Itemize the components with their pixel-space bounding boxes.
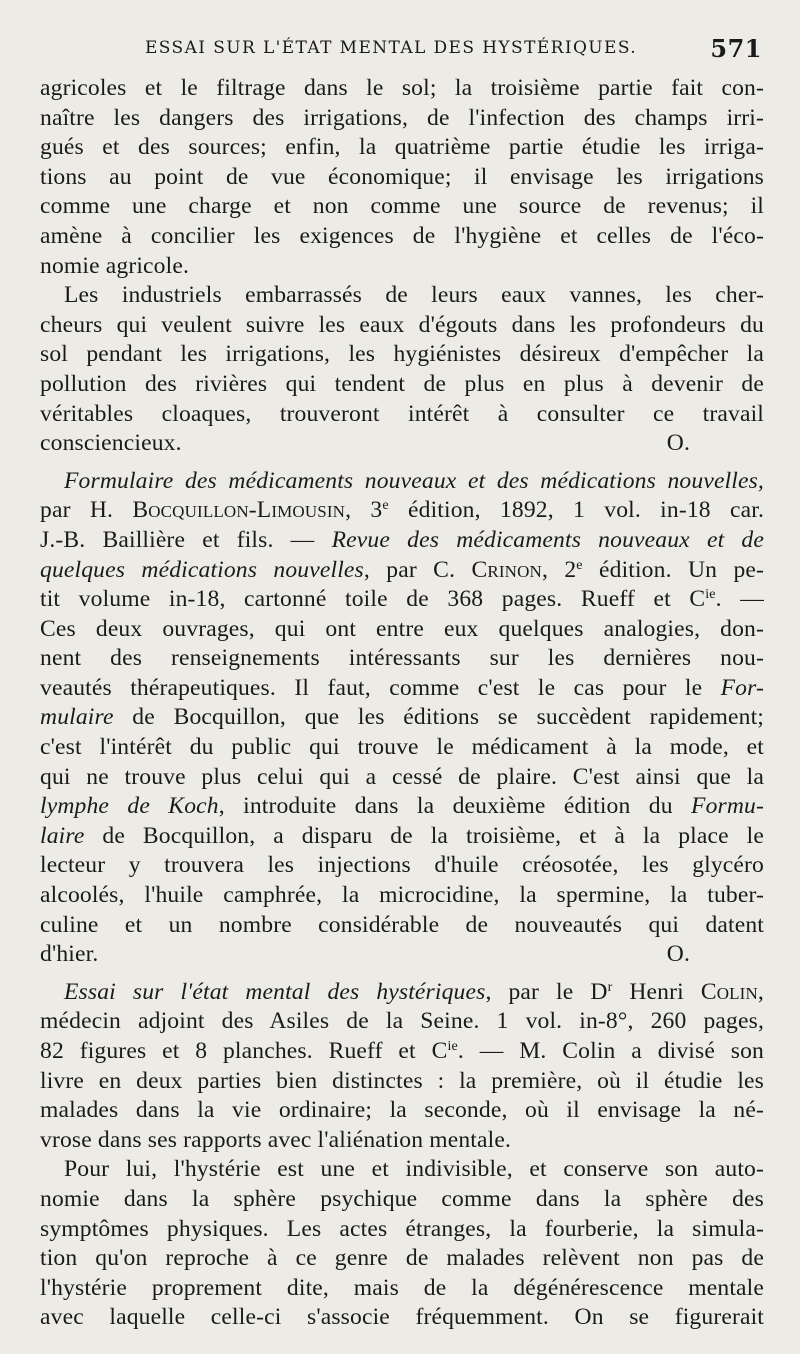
text-run: édition, 1892, 1 vol. in-18 car.: [388, 497, 764, 524]
text-line: tions au point de vue économique; il envisage les irrigations: [40, 163, 764, 190]
signature: O.: [666, 941, 690, 968]
text-line: alcoolés, l'huile camphrée, la microcidine, la spermine, la tuber-: [40, 882, 764, 909]
book-title: quelques médications nouvelles: [40, 556, 364, 583]
text-line: comme une charge et non comme une source de revenus; il: [40, 193, 764, 220]
text-run: . —: [715, 586, 764, 613]
book-title: Essai sur l'état mental des hystériques: [64, 978, 486, 1005]
text-line: nomie agricole.: [40, 252, 189, 279]
text-line: cheurs qui veulent suivre les eaux d'égouts dans les profondeurs du: [40, 311, 764, 338]
text-run: veautés thérapeutiques. Il faut, comme c'est le cas pour le: [40, 674, 721, 701]
text-line: malades dans la vie ordinaire; la seconde, où il envisage la né-: [40, 1097, 764, 1124]
author-name: Bocquillon-Limousin: [132, 497, 346, 524]
text-line: vrose dans ses rapports avec l'aliénation mentale.: [40, 1126, 512, 1153]
paragraph-hysterie: [40, 1155, 764, 1333]
text-line: [40, 556, 764, 586]
text-line: véritables cloaques, trouveront intérêt à consulter ce travail: [40, 400, 764, 427]
signature: O.: [666, 430, 690, 457]
paragraph-industriels: [40, 281, 764, 459]
book-title: Revue des médicaments nouveaux et de: [331, 526, 765, 553]
text-line: d'hier.: [40, 941, 99, 968]
text-run: 82 figures et 8 planches. Rueff et C: [40, 1038, 448, 1064]
book-title: Formu-: [691, 793, 765, 820]
review-formulaire: [40, 467, 764, 970]
text-run: , introduite dans la deuxième édition du: [218, 793, 692, 820]
text-line: [40, 674, 764, 704]
text-line: Ces deux ouvrages, qui ont entre eux quelques analogies, don-: [40, 615, 764, 642]
book-title: lymphe de Koch: [40, 793, 219, 820]
text-line: [40, 822, 764, 852]
superscript: ie: [705, 587, 716, 603]
text-line-with-signature: [40, 940, 764, 970]
text-line: [40, 467, 764, 497]
superscript: r: [607, 979, 613, 995]
text-line-with-signature: [40, 429, 764, 459]
text-line: pollution des rivières qui tendent de plus en plus à devenir de: [40, 370, 764, 397]
author-name: Crinon: [471, 556, 542, 583]
text-line: [40, 496, 764, 526]
text-line: Les industriels embarrassés de leurs eaux vannes, les cher-: [64, 282, 764, 309]
text-run: de Bocquillon, que les éditions se succèdent rapidement;: [113, 704, 764, 731]
text-line: Pour lui, l'hystérie est une et indivisible, et conserve son auto-: [64, 1156, 764, 1183]
text-line: nent des renseignements intéressants sur les dernières nou-: [40, 645, 764, 672]
text-line: l'hystérie proprement dite, mais de la dégénérescence mentale: [40, 1274, 764, 1301]
book-title: For-: [720, 674, 764, 701]
text-line: culine et un nombre considérable de nouveautés qui datent: [40, 911, 764, 938]
book-title: mulaire: [40, 704, 114, 731]
body-text: [40, 74, 764, 1333]
paragraph-intro: [40, 74, 764, 281]
running-header: [40, 34, 764, 74]
text-run: Henri: [612, 978, 701, 1005]
running-title: ESSAI SUR L'ÉTAT MENTAL DES HYSTÉRIQUES.: [145, 38, 638, 58]
page-number: 571: [710, 34, 762, 63]
text-line: agricoles et le filtrage dans le sol; la troisième partie fait con-: [40, 75, 764, 101]
text-run: , 3: [345, 497, 383, 524]
text-run: , par le D: [485, 978, 608, 1005]
superscript: ie: [447, 1039, 458, 1054]
text-run: J.-B. Baillière et fils. —: [40, 526, 332, 553]
text-line: [40, 978, 764, 1008]
superscript: e: [576, 557, 583, 573]
text-run: , 2: [541, 556, 577, 583]
text-run: édition. Un pe-: [582, 556, 765, 583]
text-line: médecin adjoint des Asiles de la Seine. 1 vol. in-8°, 260 pages,: [40, 1008, 764, 1035]
text-line: avec laquelle celle-ci s'associe fréquemment. On se figurerait: [40, 1304, 764, 1331]
text-line: c'est l'intérêt du public qui trouve le médicament à la mode, et: [40, 734, 764, 761]
book-title: Formulaire des médicaments nouveaux et des médications nouvelles,: [64, 467, 764, 494]
text-run: par H.: [40, 497, 133, 524]
text-line: symptômes physiques. Les actes étranges, la fourberie, la simula-: [40, 1215, 764, 1242]
book-title: laire: [40, 822, 85, 849]
text-line: sol pendant les irrigations, les hygiénistes désireux d'empêcher la: [40, 341, 764, 368]
superscript: e: [382, 498, 389, 514]
text-run: tit volume in-18, cartonné toile de 368 pages. Rueff et C: [40, 586, 706, 613]
text-line: [40, 1037, 764, 1067]
text-line: [40, 792, 764, 822]
text-line: amène à concilier les exigences de l'hygiène et celles de l'éco-: [40, 222, 764, 249]
text-run: . — M. Colin a divisé son: [457, 1038, 765, 1064]
text-line: lecteur y trouvera les injections d'huile créosotée, les glycéro: [40, 852, 764, 879]
text-line: tion qu'on reproche à ce genre de malades relèvent non pas de: [40, 1245, 764, 1272]
text-run: ,: [757, 978, 764, 1005]
text-line: naître les dangers des irrigations, de l'infection des champs irri-: [40, 104, 764, 131]
text-line: [40, 585, 764, 615]
text-line: livre en deux parties bien distinctes : la première, où il étudie les: [40, 1067, 764, 1094]
text-line: gués et des sources; enfin, la quatrième partie étudie les irriga-: [40, 134, 764, 161]
text-line: qui ne trouve plus celui qui a cessé de plaire. C'est ainsi que la: [40, 763, 764, 790]
text-line: [40, 703, 764, 733]
text-line: nomie dans la sphère psychique comme dans la sphère des: [40, 1185, 764, 1212]
text-line: [40, 526, 764, 556]
text-run: , par C.: [363, 556, 472, 583]
text-line: consciencieux.: [40, 430, 182, 457]
author-name: Colin: [700, 978, 758, 1005]
review-essai: [40, 978, 764, 1156]
text-run: de Bocquillon, a disparu de la troisième, et à la place le: [84, 822, 764, 849]
